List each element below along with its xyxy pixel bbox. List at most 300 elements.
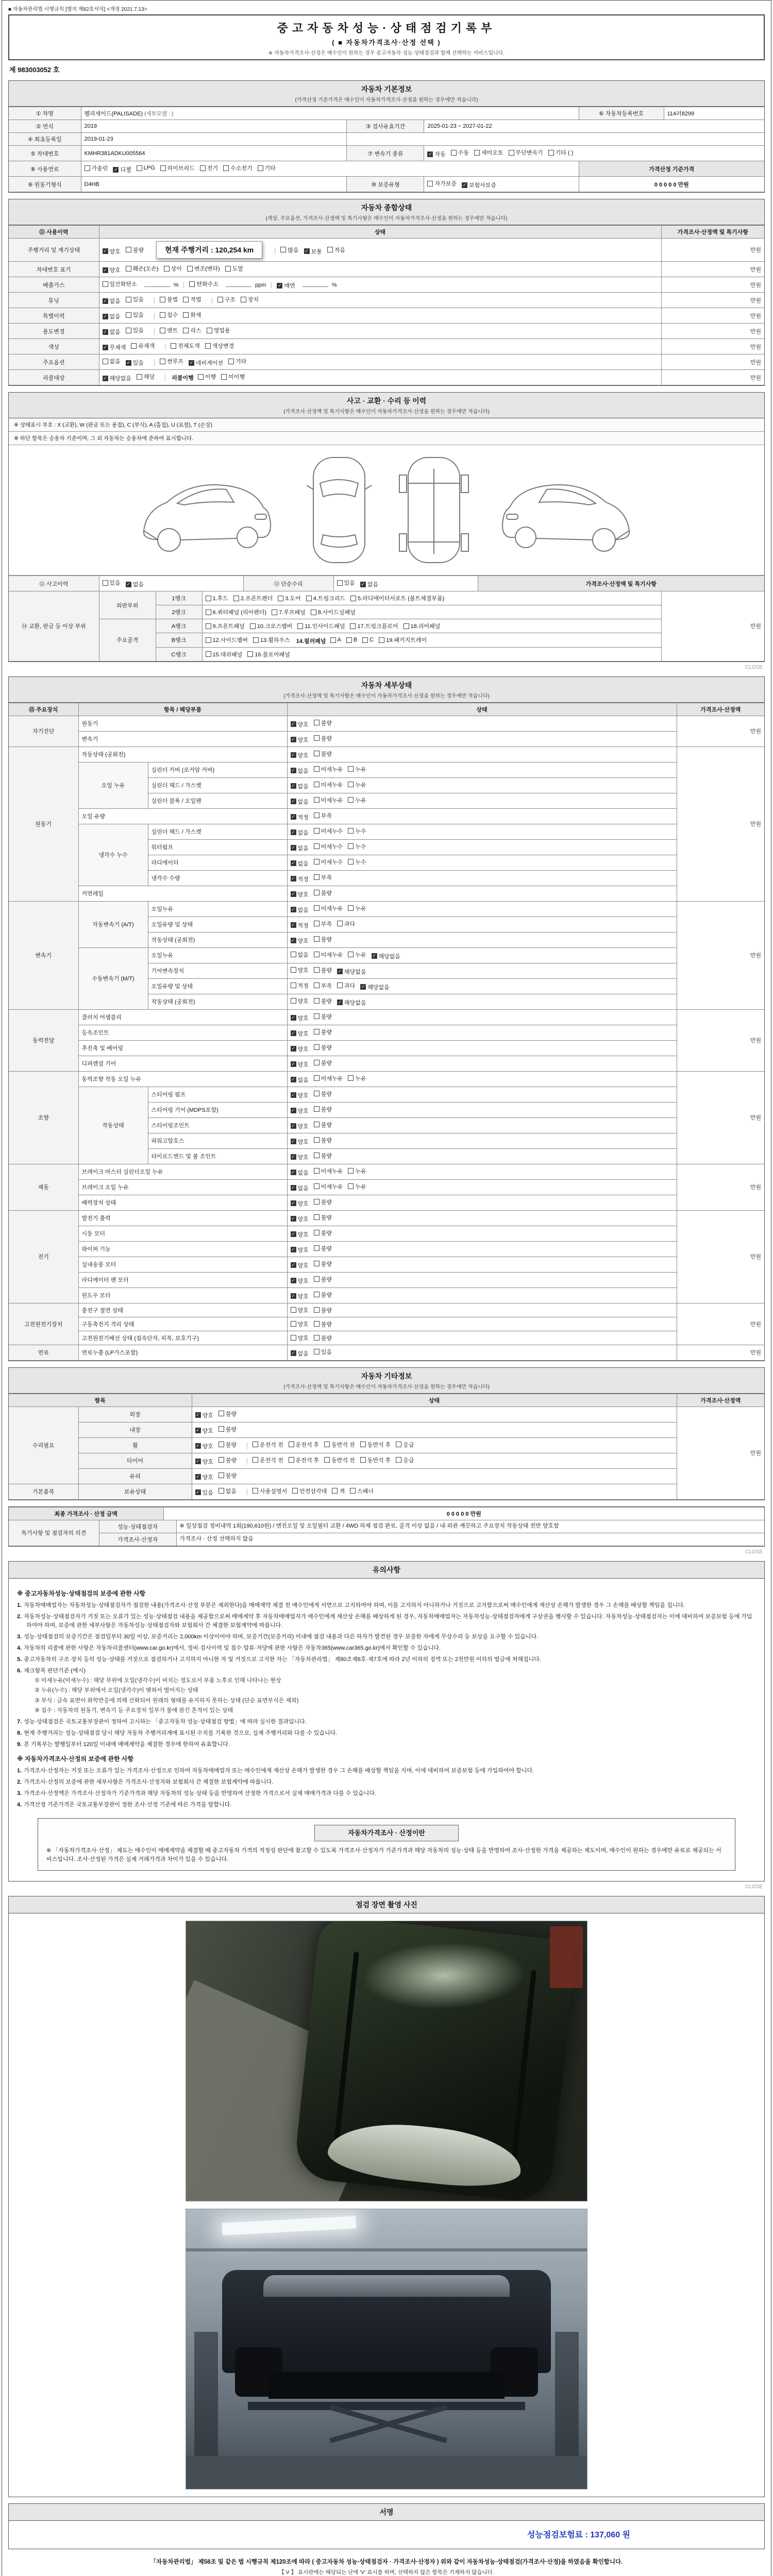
signature-area[interactable] bbox=[9, 2521, 764, 2549]
checkbox-icon[interactable] bbox=[314, 1321, 320, 1327]
checkbox-option[interactable] bbox=[291, 782, 309, 790]
checkbox-option[interactable] bbox=[291, 813, 309, 821]
checkbox-icon[interactable] bbox=[206, 623, 211, 629]
checkbox-icon[interactable] bbox=[292, 1488, 298, 1494]
checkbox-icon[interactable] bbox=[272, 609, 277, 615]
checkbox-checked-icon[interactable]: ✓ bbox=[428, 151, 432, 157]
checkbox-icon[interactable] bbox=[103, 281, 108, 287]
checkbox-icon[interactable] bbox=[348, 1183, 354, 1189]
checkbox-icon[interactable] bbox=[206, 637, 211, 643]
checkbox-icon[interactable] bbox=[314, 1168, 320, 1174]
close-link[interactable]: CLOSE bbox=[745, 1884, 763, 1890]
checkbox-checked-icon[interactable]: ✓ bbox=[291, 891, 295, 896]
checkbox-option[interactable] bbox=[350, 622, 398, 630]
checkbox-icon[interactable] bbox=[548, 150, 554, 156]
checkbox-icon[interactable] bbox=[350, 623, 356, 629]
checkbox-icon[interactable] bbox=[198, 374, 204, 380]
checkbox-option[interactable] bbox=[291, 997, 309, 1005]
checkbox-option[interactable] bbox=[291, 1306, 309, 1314]
checkbox-option[interactable] bbox=[314, 842, 343, 851]
checkbox-icon[interactable] bbox=[337, 921, 343, 926]
checkbox-icon[interactable] bbox=[427, 181, 433, 187]
checkbox-option[interactable] bbox=[297, 622, 345, 630]
checkbox-icon[interactable] bbox=[187, 266, 193, 272]
checkbox-icon[interactable] bbox=[314, 1307, 320, 1313]
checkbox-option[interactable] bbox=[314, 1229, 332, 1237]
checkbox-icon[interactable] bbox=[314, 766, 320, 772]
checkbox-icon[interactable] bbox=[253, 637, 259, 643]
checkbox-option[interactable] bbox=[314, 997, 332, 1005]
checkbox-icon[interactable] bbox=[314, 936, 320, 942]
checkbox-icon[interactable] bbox=[126, 312, 131, 318]
checkbox-option[interactable] bbox=[171, 342, 200, 350]
checkbox-icon[interactable] bbox=[346, 637, 352, 643]
checkbox-icon[interactable] bbox=[291, 1335, 296, 1341]
checkbox-option[interactable] bbox=[314, 1059, 332, 1067]
checkbox-icon[interactable] bbox=[314, 859, 320, 865]
checkbox-option[interactable] bbox=[126, 264, 159, 273]
checkbox-checked-icon[interactable]: ✓ bbox=[189, 360, 194, 365]
checkbox-option[interactable] bbox=[314, 1198, 332, 1206]
checkbox-option[interactable] bbox=[348, 827, 366, 835]
close-link[interactable]: CLOSE bbox=[745, 664, 763, 670]
checkbox-checked-icon[interactable]: ✓ bbox=[196, 1489, 200, 1495]
checkbox-option[interactable] bbox=[462, 181, 496, 189]
checkbox-option[interactable] bbox=[314, 1151, 332, 1160]
checkbox-option[interactable] bbox=[195, 1488, 213, 1497]
checkbox-option[interactable] bbox=[324, 1456, 355, 1464]
checkbox-option[interactable] bbox=[291, 1184, 309, 1192]
checkbox-option[interactable] bbox=[253, 1487, 287, 1495]
checkbox-icon[interactable] bbox=[228, 359, 234, 364]
checkbox-option[interactable] bbox=[85, 164, 108, 172]
checkbox-option[interactable] bbox=[253, 636, 290, 644]
checkbox-checked-icon[interactable]: ✓ bbox=[196, 1474, 200, 1479]
checkbox-icon[interactable] bbox=[314, 843, 320, 849]
checkbox-option[interactable] bbox=[314, 1275, 332, 1283]
checkbox-icon[interactable] bbox=[314, 1044, 320, 1050]
checkbox-icon[interactable] bbox=[396, 1442, 401, 1447]
checkbox-checked-icon[interactable]: ✓ bbox=[278, 282, 282, 288]
checkbox-option[interactable] bbox=[327, 246, 345, 254]
checkbox-icon[interactable] bbox=[219, 1472, 224, 1478]
checkbox-option[interactable] bbox=[291, 1230, 309, 1239]
checkbox-icon[interactable] bbox=[404, 623, 409, 629]
checkbox-option[interactable] bbox=[314, 811, 332, 820]
checkbox-option[interactable] bbox=[314, 1043, 332, 1052]
checkbox-icon[interactable] bbox=[330, 637, 336, 643]
checkbox-option[interactable] bbox=[195, 1427, 213, 1435]
checkbox-checked-icon[interactable]: ✓ bbox=[291, 1061, 295, 1066]
checkbox-checked-icon[interactable]: ✓ bbox=[291, 1092, 295, 1097]
checkbox-icon[interactable] bbox=[85, 165, 90, 171]
checkbox-checked-icon[interactable]: ✓ bbox=[305, 248, 309, 253]
checkbox-icon[interactable] bbox=[451, 150, 457, 156]
checkbox-option[interactable] bbox=[314, 719, 332, 727]
checkbox-icon[interactable] bbox=[314, 782, 320, 787]
checkbox-icon[interactable] bbox=[219, 1442, 224, 1447]
checkbox-option[interactable] bbox=[223, 164, 253, 172]
checkbox-option[interactable] bbox=[348, 796, 366, 804]
checkbox-option[interactable] bbox=[314, 1182, 343, 1191]
checkbox-icon[interactable] bbox=[314, 952, 320, 957]
checkbox-option[interactable] bbox=[360, 580, 378, 588]
checkbox-checked-icon[interactable]: ✓ bbox=[338, 999, 342, 1005]
checkbox-option[interactable] bbox=[103, 247, 121, 256]
checkbox-icon[interactable] bbox=[314, 1335, 320, 1341]
checkbox-icon[interactable] bbox=[217, 297, 223, 302]
checkbox-checked-icon[interactable]: ✓ bbox=[291, 768, 295, 773]
checkbox-option[interactable] bbox=[314, 1136, 332, 1144]
checkbox-icon[interactable] bbox=[324, 1442, 330, 1447]
checkbox-checked-icon[interactable]: ✓ bbox=[291, 1139, 295, 1144]
checkbox-option[interactable] bbox=[233, 594, 273, 602]
checkbox-checked-icon[interactable]: ✓ bbox=[291, 1200, 295, 1206]
checkbox-checked-icon[interactable]: ✓ bbox=[291, 829, 295, 835]
checkbox-option[interactable] bbox=[291, 981, 309, 990]
checkbox-checked-icon[interactable]: ✓ bbox=[126, 581, 131, 587]
checkbox-option[interactable] bbox=[291, 1138, 309, 1146]
checkbox-option[interactable] bbox=[219, 1487, 237, 1495]
checkbox-icon[interactable] bbox=[289, 1457, 294, 1463]
checkbox-option[interactable] bbox=[348, 781, 366, 789]
checkbox-option[interactable] bbox=[314, 966, 332, 974]
checkbox-checked-icon[interactable]: ✓ bbox=[103, 375, 107, 381]
checkbox-icon[interactable] bbox=[314, 1137, 320, 1143]
checkbox-checked-icon[interactable]: ✓ bbox=[291, 1278, 295, 1283]
checkbox-option[interactable] bbox=[187, 264, 220, 273]
checkbox-option[interactable] bbox=[160, 311, 178, 319]
checkbox-option[interactable] bbox=[314, 981, 332, 990]
checkbox-checked-icon[interactable]: ✓ bbox=[291, 1247, 295, 1252]
checkbox-checked-icon[interactable]: ✓ bbox=[103, 298, 107, 303]
checkbox-option[interactable] bbox=[291, 906, 309, 914]
checkbox-icon[interactable] bbox=[291, 982, 296, 988]
close-link[interactable]: CLOSE bbox=[745, 1549, 763, 1555]
checkbox-option[interactable] bbox=[206, 608, 267, 616]
checkbox-checked-icon[interactable]: ✓ bbox=[291, 1170, 295, 1175]
checkbox-option[interactable] bbox=[291, 1320, 309, 1328]
checkbox-icon[interactable] bbox=[314, 1013, 320, 1019]
checkbox-checked-icon[interactable]: ✓ bbox=[291, 721, 295, 726]
checkbox-icon[interactable] bbox=[314, 1153, 320, 1158]
checkbox-option[interactable] bbox=[126, 359, 144, 367]
checkbox-option[interactable] bbox=[314, 935, 332, 943]
checkbox-icon[interactable] bbox=[348, 797, 354, 803]
checkbox-option[interactable] bbox=[291, 751, 309, 759]
checkbox-option[interactable] bbox=[291, 767, 309, 775]
checkbox-icon[interactable] bbox=[348, 905, 354, 911]
checkbox-option[interactable] bbox=[291, 1107, 309, 1115]
checkbox-option[interactable] bbox=[160, 326, 178, 334]
checkbox-option[interactable] bbox=[291, 844, 309, 852]
checkbox-icon[interactable] bbox=[206, 609, 211, 615]
checkbox-icon[interactable] bbox=[183, 297, 189, 302]
checkbox-option[interactable] bbox=[183, 295, 201, 303]
checkbox-option[interactable] bbox=[314, 1121, 332, 1129]
checkbox-option[interactable] bbox=[360, 1440, 391, 1449]
checkbox-option[interactable] bbox=[103, 357, 121, 365]
checkbox-checked-icon[interactable]: ✓ bbox=[291, 1030, 295, 1036]
checkbox-option[interactable] bbox=[324, 1440, 355, 1449]
checkbox-option[interactable] bbox=[332, 1487, 345, 1495]
checkbox-option[interactable] bbox=[314, 904, 343, 912]
checkbox-option[interactable] bbox=[314, 827, 343, 835]
checkbox-option[interactable] bbox=[207, 326, 230, 334]
checkbox-option[interactable] bbox=[289, 1456, 320, 1464]
checkbox-option[interactable] bbox=[103, 297, 121, 305]
checkbox-option[interactable] bbox=[160, 357, 183, 365]
checkbox-checked-icon[interactable]: ✓ bbox=[291, 876, 295, 881]
checkbox-option[interactable] bbox=[183, 326, 201, 334]
checkbox-icon[interactable] bbox=[103, 359, 108, 364]
checkbox-option[interactable] bbox=[280, 246, 298, 254]
checkbox-option[interactable] bbox=[126, 580, 144, 588]
checkbox-icon[interactable] bbox=[314, 967, 320, 973]
checkbox-option[interactable] bbox=[250, 622, 292, 630]
checkbox-option[interactable] bbox=[348, 1074, 366, 1082]
checkbox-icon[interactable] bbox=[221, 374, 227, 380]
checkbox-option[interactable] bbox=[314, 1320, 332, 1328]
checkbox-icon[interactable] bbox=[314, 1261, 320, 1266]
checkbox-icon[interactable] bbox=[160, 165, 166, 171]
checkbox-icon[interactable] bbox=[337, 982, 343, 988]
checkbox-option[interactable] bbox=[314, 1306, 332, 1314]
checkbox-option[interactable] bbox=[291, 828, 309, 837]
checkbox-checked-icon[interactable]: ✓ bbox=[291, 1123, 295, 1128]
checkbox-option[interactable] bbox=[314, 858, 343, 866]
checkbox-option[interactable] bbox=[314, 750, 332, 758]
checkbox-checked-icon[interactable]: ✓ bbox=[291, 814, 295, 819]
checkbox-option[interactable] bbox=[291, 1060, 309, 1069]
checkbox-icon[interactable] bbox=[206, 651, 211, 657]
checkbox-option[interactable] bbox=[291, 1246, 309, 1254]
checkbox-icon[interactable] bbox=[219, 1457, 224, 1463]
checkbox-checked-icon[interactable]: ✓ bbox=[291, 938, 295, 943]
checkbox-option[interactable] bbox=[225, 264, 243, 273]
checkbox-icon[interactable] bbox=[332, 1488, 338, 1494]
checkbox-option[interactable] bbox=[396, 1456, 414, 1464]
checkbox-checked-icon[interactable]: ✓ bbox=[291, 1154, 295, 1159]
checkbox-option[interactable] bbox=[337, 579, 355, 587]
checkbox-option[interactable] bbox=[314, 734, 332, 742]
checkbox-option[interactable] bbox=[548, 148, 574, 157]
checkbox-checked-icon[interactable]: ✓ bbox=[372, 953, 376, 958]
checkbox-icon[interactable] bbox=[126, 266, 131, 272]
checkbox-option[interactable] bbox=[291, 736, 309, 744]
checkbox-icon[interactable] bbox=[291, 1321, 296, 1327]
checkbox-option[interactable] bbox=[337, 981, 355, 990]
checkbox-option[interactable] bbox=[291, 1045, 309, 1053]
checkbox-checked-icon[interactable]: ✓ bbox=[291, 1293, 295, 1298]
checkbox-option[interactable] bbox=[131, 342, 155, 350]
checkbox-option[interactable] bbox=[337, 968, 366, 976]
checkbox-option[interactable] bbox=[291, 798, 309, 806]
checkbox-option[interactable] bbox=[314, 1334, 332, 1342]
checkbox-option[interactable] bbox=[291, 1334, 309, 1342]
checkbox-icon[interactable] bbox=[314, 720, 320, 725]
checkbox-icon[interactable] bbox=[219, 1426, 224, 1432]
checkbox-option[interactable] bbox=[126, 326, 144, 334]
checkbox-icon[interactable] bbox=[233, 596, 239, 601]
checkbox-icon[interactable] bbox=[253, 1442, 258, 1447]
checkbox-option[interactable] bbox=[314, 1167, 343, 1175]
checkbox-icon[interactable] bbox=[474, 150, 480, 156]
checkbox-option[interactable] bbox=[314, 873, 332, 882]
checkbox-icon[interactable] bbox=[223, 165, 229, 171]
checkbox-icon[interactable] bbox=[314, 890, 320, 895]
checkbox-option[interactable] bbox=[103, 343, 126, 351]
checkbox-icon[interactable] bbox=[314, 921, 320, 926]
checkbox-icon[interactable] bbox=[183, 328, 189, 333]
checkbox-option[interactable] bbox=[272, 608, 306, 616]
checkbox-option[interactable] bbox=[292, 1487, 327, 1495]
checkbox-option[interactable] bbox=[291, 1014, 309, 1022]
checkbox-option[interactable] bbox=[289, 1440, 320, 1449]
checkbox-checked-icon[interactable]: ✓ bbox=[291, 1231, 295, 1236]
checkbox-icon[interactable] bbox=[258, 165, 263, 171]
checkbox-option[interactable] bbox=[253, 1440, 283, 1449]
checkbox-icon[interactable] bbox=[379, 637, 384, 643]
checkbox-option[interactable] bbox=[314, 951, 343, 959]
checkbox-option[interactable] bbox=[427, 150, 445, 158]
checkbox-icon[interactable] bbox=[324, 1457, 330, 1463]
checkbox-icon[interactable] bbox=[160, 312, 165, 318]
checkbox-option[interactable] bbox=[103, 312, 121, 320]
checkbox-option[interactable] bbox=[126, 295, 144, 303]
checkbox-option[interactable] bbox=[221, 372, 245, 381]
checkbox-icon[interactable] bbox=[348, 766, 354, 772]
checkbox-icon[interactable] bbox=[291, 952, 296, 957]
checkbox-option[interactable] bbox=[291, 1168, 309, 1177]
checkbox-option[interactable] bbox=[314, 1291, 332, 1299]
checkbox-option[interactable] bbox=[195, 1442, 213, 1450]
checkbox-option[interactable] bbox=[126, 246, 144, 254]
checkbox-icon[interactable] bbox=[206, 596, 211, 601]
checkbox-option[interactable] bbox=[314, 1012, 332, 1021]
checkbox-option[interactable] bbox=[337, 998, 366, 1007]
checkbox-option[interactable] bbox=[314, 1105, 332, 1113]
checkbox-option[interactable] bbox=[372, 952, 401, 960]
checkbox-option[interactable] bbox=[277, 281, 295, 290]
checkbox-option[interactable] bbox=[291, 966, 309, 974]
checkbox-icon[interactable] bbox=[314, 1292, 320, 1297]
checkbox-option[interactable] bbox=[314, 920, 332, 928]
checkbox-option[interactable] bbox=[291, 875, 309, 883]
checkbox-checked-icon[interactable]: ✓ bbox=[291, 752, 295, 757]
checkbox-checked-icon[interactable]: ✓ bbox=[291, 799, 295, 804]
checkbox-icon[interactable] bbox=[314, 1122, 320, 1127]
checkbox-icon[interactable] bbox=[314, 735, 320, 741]
checkbox-option[interactable] bbox=[219, 1425, 237, 1433]
checkbox-option[interactable] bbox=[137, 165, 155, 171]
checkbox-option[interactable] bbox=[103, 579, 121, 587]
checkbox-checked-icon[interactable]: ✓ bbox=[291, 783, 295, 788]
checkbox-option[interactable] bbox=[228, 357, 246, 365]
checkbox-icon[interactable] bbox=[219, 1411, 224, 1416]
checkbox-icon[interactable] bbox=[131, 343, 137, 349]
checkbox-checked-icon[interactable]: ✓ bbox=[291, 1015, 295, 1020]
checkbox-checked-icon[interactable]: ✓ bbox=[291, 1262, 295, 1267]
checkbox-option[interactable] bbox=[291, 1277, 309, 1285]
checkbox-icon[interactable] bbox=[360, 1442, 366, 1447]
checkbox-icon[interactable] bbox=[219, 1488, 224, 1494]
checkbox-option[interactable] bbox=[314, 796, 343, 804]
checkbox-option[interactable] bbox=[348, 1182, 366, 1191]
checkbox-option[interactable] bbox=[451, 148, 469, 157]
checkbox-option[interactable] bbox=[198, 372, 216, 381]
checkbox-checked-icon[interactable]: ✓ bbox=[291, 1216, 295, 1221]
checkbox-option[interactable] bbox=[113, 165, 131, 174]
checkbox-option[interactable] bbox=[314, 1244, 332, 1252]
checkbox-option[interactable] bbox=[291, 1261, 309, 1269]
checkbox-icon[interactable] bbox=[103, 580, 108, 586]
checkbox-icon[interactable] bbox=[297, 623, 303, 629]
checkbox-option[interactable] bbox=[200, 164, 218, 172]
checkbox-option[interactable] bbox=[291, 859, 309, 868]
checkbox-option[interactable] bbox=[219, 1410, 237, 1418]
checkbox-checked-icon[interactable]: ✓ bbox=[291, 1350, 295, 1355]
checkbox-option[interactable] bbox=[346, 637, 357, 643]
checkbox-checked-icon[interactable]: ✓ bbox=[361, 581, 365, 587]
checkbox-icon[interactable] bbox=[137, 374, 142, 380]
checkbox-option[interactable] bbox=[206, 622, 245, 630]
checkbox-icon[interactable] bbox=[183, 312, 189, 318]
checkbox-icon[interactable] bbox=[337, 580, 343, 586]
checkbox-icon[interactable] bbox=[314, 1214, 320, 1220]
checkbox-icon[interactable] bbox=[314, 812, 320, 818]
checkbox-checked-icon[interactable]: ✓ bbox=[462, 182, 467, 188]
checkbox-icon[interactable] bbox=[314, 1199, 320, 1205]
checkbox-icon[interactable] bbox=[200, 165, 206, 171]
checkbox-option[interactable] bbox=[126, 311, 144, 319]
checkbox-option[interactable] bbox=[103, 374, 132, 382]
checkbox-option[interactable] bbox=[291, 1215, 309, 1223]
checkbox-checked-icon[interactable]: ✓ bbox=[291, 1046, 295, 1051]
checkbox-option[interactable] bbox=[219, 1456, 237, 1464]
checkbox-icon[interactable] bbox=[160, 297, 165, 302]
checkbox-icon[interactable] bbox=[137, 165, 142, 171]
checkbox-icon[interactable] bbox=[291, 1307, 296, 1313]
checkbox-icon[interactable] bbox=[314, 1106, 320, 1112]
checkbox-option[interactable] bbox=[509, 148, 543, 157]
checkbox-icon[interactable] bbox=[314, 905, 320, 911]
checkbox-option[interactable] bbox=[291, 921, 309, 929]
checkbox-icon[interactable] bbox=[348, 952, 354, 957]
checkbox-checked-icon[interactable]: ✓ bbox=[196, 1428, 200, 1433]
checkbox-icon[interactable] bbox=[253, 1457, 258, 1463]
checkbox-option[interactable] bbox=[253, 1456, 283, 1464]
checkbox-option[interactable] bbox=[219, 1440, 237, 1449]
checkbox-checked-icon[interactable]: ✓ bbox=[291, 737, 295, 742]
checkbox-checked-icon[interactable]: ✓ bbox=[291, 860, 295, 866]
checkbox-checked-icon[interactable]: ✓ bbox=[103, 344, 107, 350]
checkbox-option[interactable] bbox=[206, 636, 248, 644]
checkbox-icon[interactable] bbox=[348, 828, 354, 834]
checkbox-icon[interactable] bbox=[350, 596, 356, 601]
checkbox-option[interactable] bbox=[205, 342, 234, 350]
checkbox-option[interactable] bbox=[137, 372, 155, 381]
checkbox-option[interactable] bbox=[350, 594, 444, 602]
checkbox-icon[interactable] bbox=[314, 1245, 320, 1251]
checkbox-option[interactable] bbox=[396, 1440, 414, 1449]
checkbox-icon[interactable] bbox=[314, 874, 320, 880]
checkbox-option[interactable] bbox=[314, 889, 332, 897]
checkbox-icon[interactable] bbox=[314, 1276, 320, 1282]
checkbox-checked-icon[interactable]: ✓ bbox=[126, 360, 131, 365]
checkbox-icon[interactable] bbox=[247, 651, 253, 657]
checkbox-option[interactable] bbox=[404, 622, 441, 630]
